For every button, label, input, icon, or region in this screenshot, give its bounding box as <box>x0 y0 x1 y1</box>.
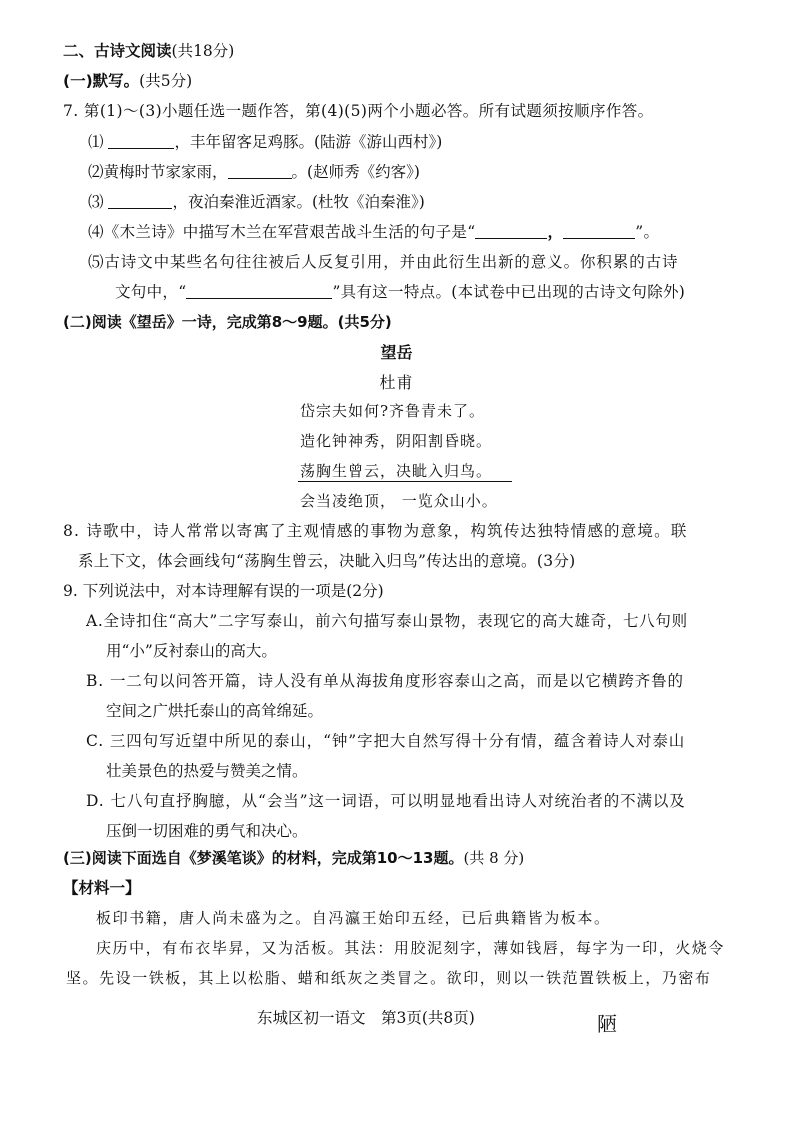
q7-stem: 7. 第(1)～(3)小题任选一题作答，第(4)(5)两个小题必答。所有试题须按顺序作答。 <box>63 102 654 120</box>
material1-p2-line2: 坚。先设一铁板，其上以松脂、蜡和纸灰之类冒之。欲印，则以一铁范置铁板上，乃密布 <box>66 969 712 987</box>
part3-heading <box>63 847 524 869</box>
part3-score: (共 8 分) <box>463 849 525 867</box>
part2-title: (二)阅读《望岳》一诗，完成第8～9题。(共5分) <box>63 313 392 331</box>
poem-line-1: 岱宗夫如何?齐鲁青未了。 <box>300 402 486 420</box>
q9-option-b-line2: 空间之广烘托泰山的高耸绵延。 <box>106 702 324 720</box>
q7-item5-line2-b: ”具有这一特点。(本试卷中已出现的古诗文句除外) <box>332 283 686 301</box>
answer-blank-4a[interactable] <box>475 222 547 239</box>
q7-item2 <box>88 161 420 183</box>
q7-item1-text: ，丰年留客足鸡豚。(陆游《游山西村》) <box>174 133 443 151</box>
q9-stem: 9. 下列说法中，对本诗理解有误的一项是(2分) <box>63 582 384 600</box>
q9-option-b-label: B. <box>86 672 105 690</box>
section-heading <box>63 40 234 62</box>
q9-option-c-text: 三四句写近望中所见的泰山，“钟”字把大自然写得十分有情，蕴含着诗人对泰山 <box>109 732 686 750</box>
material1-p1: 板印书籍，唐人尚未盛为之。自冯瀛王始印五经，已后典籍皆为板本。 <box>96 909 611 927</box>
part1-heading <box>63 70 192 92</box>
q9-option-a-label: A. <box>86 612 104 630</box>
footer-mark: 陋 <box>597 1012 617 1036</box>
answer-blank-2[interactable] <box>228 162 292 179</box>
q9-option-a-text: 全诗扣住“高大”二字写泰山，前六句描写泰山景物，表现它的高大雄奇，七八句则 <box>103 612 688 630</box>
q7-item2-text-a: ⑵黄梅时节家家雨， <box>88 163 228 181</box>
page-footer: 东城区初一语文 第3页(共8页) <box>257 1009 475 1027</box>
q9-option-d-label: D. <box>86 792 105 810</box>
q7-item4 <box>88 221 659 243</box>
material1-title: 【材料一】 <box>63 879 141 897</box>
q7-item3-text: ，夜泊秦淮近酒家。(杜牧《泊秦淮》) <box>172 193 425 211</box>
answer-blank-4b[interactable] <box>563 222 635 239</box>
poem-line-3: 荡胸生曾云，决眦入归鸟。 <box>300 462 493 480</box>
q7-item1 <box>88 131 442 153</box>
part3-title: (三)阅读下面选自《梦溪笔谈》的材料，完成第10～13题。 <box>63 849 464 867</box>
q7-item4-text-b: ”。 <box>635 223 660 241</box>
q9-option-d-text: 七八句直抒胸臆，从“会当”这一词语，可以明显地看出诗人对统治者的不满以及 <box>110 792 686 810</box>
q7-item4-text-a: ⑷《木兰诗》中描写木兰在军营艰苦战斗生活的句子是“ <box>88 223 476 241</box>
q9-option-a-line2: 用“小”反衬泰山的高大。 <box>106 642 277 660</box>
q7-item4-comma: ， <box>547 222 564 241</box>
q7-item5-line1: ⑸古诗文中某些名句往往被后人反复引用，并由此衍生出新的意义。你积累的古诗 <box>88 253 679 271</box>
part1-score: (共5分) <box>139 72 193 90</box>
q9-option-c[interactable] <box>86 730 685 752</box>
answer-blank-3[interactable] <box>108 192 172 209</box>
q7-item5-line2 <box>115 281 685 303</box>
material1-p2-line1: 庆历中，有布衣毕昇，又为活板。其法：用胶泥刻字，薄如钱唇，每字为一印，火烧令 <box>96 939 725 957</box>
q7-item3 <box>88 191 425 213</box>
q9-option-d-line2: 压倒一切困难的勇气和决心。 <box>106 822 308 840</box>
poem-line-4: 会当凌绝顶， 一览众山小。 <box>300 492 498 510</box>
part1-title: (一)默写。 <box>63 72 140 90</box>
q7-item3-num: ⑶ <box>88 193 104 211</box>
q7-item1-num: ⑴ <box>88 133 104 151</box>
poem-author: 杜甫 <box>379 373 414 392</box>
poem-line-2: 造化钟神秀，阴阳割昏晓。 <box>300 432 493 450</box>
q7-item5-line2-a: 文句中，“ <box>115 283 187 301</box>
q8-line1: 8. 诗歌中，诗人常常以寄寓了主观情感的事物为意象，构筑传达独特情感的意境。联 <box>63 522 688 540</box>
answer-blank-5[interactable] <box>186 282 332 299</box>
answer-blank-1[interactable] <box>108 132 174 149</box>
poem-title: 望岳 <box>380 343 413 362</box>
q9-option-b-text: 一二句以问答开篇，诗人没有单从海拔角度形容泰山之高，而是以它横跨齐鲁的 <box>109 672 684 690</box>
section-title: 二、古诗文阅读 <box>63 42 172 60</box>
poem-line-3-underline <box>298 481 512 482</box>
q9-option-d[interactable] <box>86 790 686 812</box>
q9-option-c-label: C. <box>86 732 105 750</box>
q9-option-c-line2: 壮美景色的热爱与赞美之情。 <box>106 762 308 780</box>
q8-line2: 系上下文，体会画线句“荡胸生曾云，决眦入归鸟”传达出的意境。(3分) <box>78 552 576 570</box>
q7-item2-text-b: 。(赵师秀《约客》) <box>291 163 420 181</box>
q9-option-b[interactable] <box>86 670 684 692</box>
q9-option-a[interactable] <box>86 610 688 632</box>
section-score: (共18分) <box>171 42 235 60</box>
